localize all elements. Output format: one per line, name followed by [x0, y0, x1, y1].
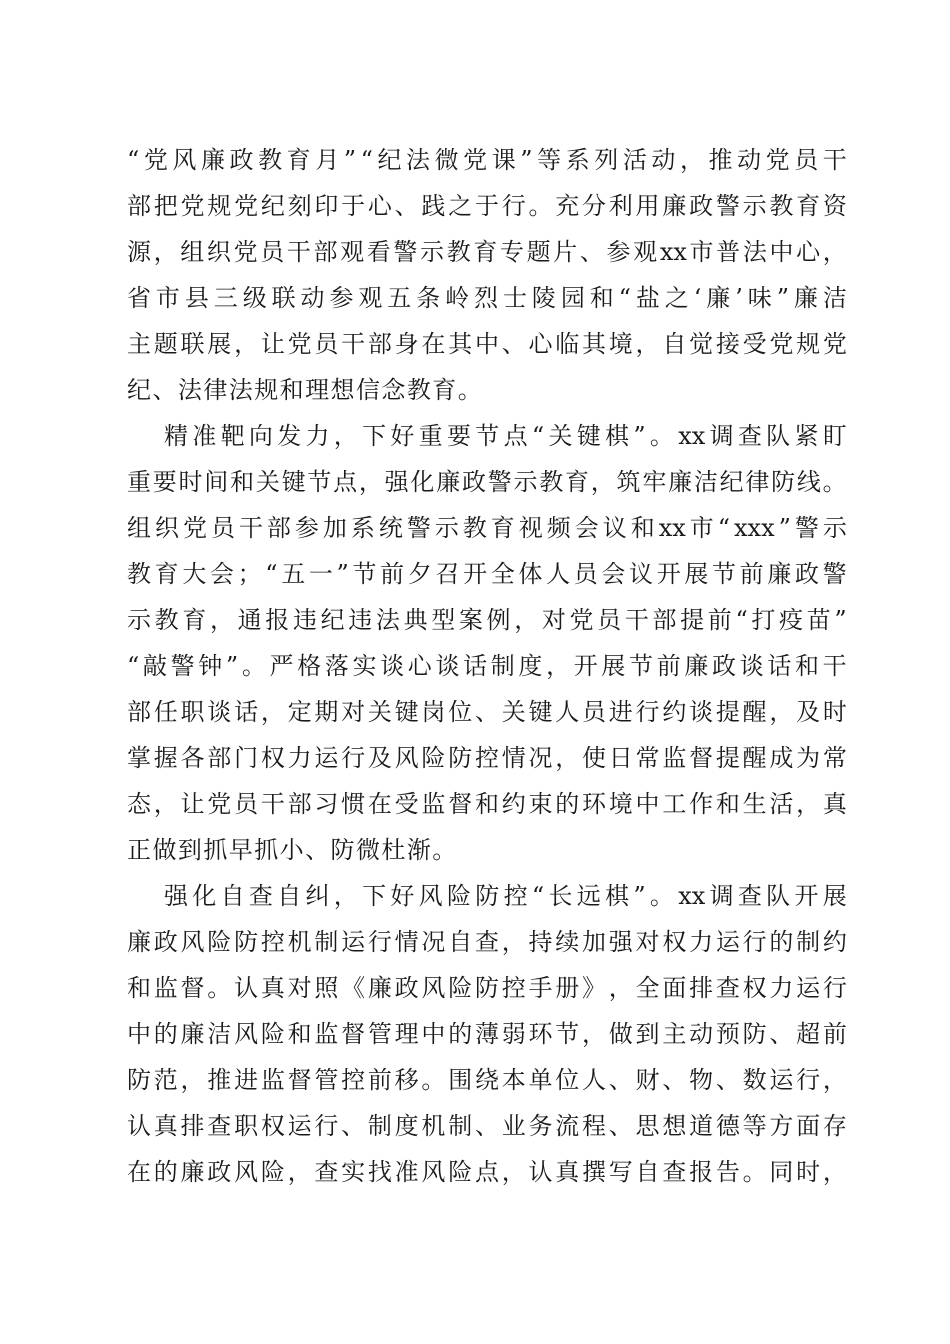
text-line: 防 范 ， 推 进 监 督 管 控 前 移 。 围 绕 本 单 位 人 、 财 、 物 、 数 运 行 ，: [127, 1066, 847, 1094]
text-line: 廉 政 风 险 防 控 机 制 运 行 情 况 自 查 ， 持 续 加 强 对 权 力 运 行 的 制 约: [127, 928, 847, 956]
text-line: “ 党 风 廉 政 教 育 月 ” “ 纪 法 微 党 课 ” 等 系 列 活 动 ， 推 动 党 员 干: [127, 146, 847, 174]
text-line: 省 市 县 三 级 联 动 参 观 五 条 岭 烈 士 陵 园 和 “ 盐 之 ‘ 廉 ’ 味 ” 廉 洁: [127, 284, 847, 312]
text-line: 精 准 靶 向 发 力 ， 下 好 重 要 节 点 “ 关 键 棋 ” 。 xx 调 查 队 紧 盯: [164, 422, 847, 450]
document-body: [127, 137, 847, 1195]
text-line: 纪 、 法 律 法 规 和 理 想 信 念 教 育 。: [127, 376, 482, 404]
text-line: 部 把 党 规 党 纪 刻 印 于 心 、 践 之 于 行 。 充 分 利 用 廉 政 警 示 教 育 资: [127, 192, 847, 220]
text-line: 正 做 到 抓 早 抓 小 、 防 微 杜 渐 。: [127, 836, 457, 864]
text-line: 强 化 自 查 自 纠 ， 下 好 风 险 防 控 “ 长 远 棋 ” 。 xx 调 查 队 开 展: [164, 882, 847, 910]
text-line: 主 题 联 展 ， 让 党 员 干 部 身 在 其 中 、 心 临 其 境 ， 自 觉 接 受 党 规 党: [127, 330, 847, 358]
text-line: 中 的 廉 洁 风 险 和 监 督 管 理 中 的 薄 弱 环 节 ， 做 到 主 动 预 防 、 超 前: [127, 1020, 847, 1048]
text-line: 组 织 党 员 干 部 参 加 系 统 警 示 教 育 视 频 会 议 和 xx 市 “ xxx ” 警 示: [127, 514, 847, 542]
text-line: 态 ， 让 党 员 干 部 习 惯 在 受 监 督 和 约 束 的 环 境 中 工 作 和 生 活 ， 真: [127, 790, 847, 818]
text-line: 重 要 时 间 和 关 键 节 点 ， 强 化 廉 政 警 示 教 育 ， 筑 牢 廉 洁 纪 律 防 线 。: [127, 468, 847, 496]
text-line: “ 敲 警 钟 ” 。 严 格 落 实 谈 心 谈 话 制 度 ， 开 展 节 前 廉 政 谈 话 和 干: [127, 652, 847, 680]
text-line: 教 育 大 会 ； “ 五 一 ” 节 前 夕 召 开 全 体 人 员 会 议 开 展 节 前 廉 政 警: [127, 560, 847, 588]
text-line: 部 任 职 谈 话 ， 定 期 对 关 键 岗 位 、 关 键 人 员 进 行 约 谈 提 醒 ， 及 时: [127, 698, 847, 726]
text-line: 在 的 廉 政 风 险 ， 查 实 找 准 风 险 点 ， 认 真 撰 写 自 查 报 告 。 同 时 ，: [127, 1158, 847, 1186]
text-line: 掌 握 各 部 门 权 力 运 行 及 风 险 防 控 情 况 ， 使 日 常 监 督 提 醒 成 为 常: [127, 744, 847, 772]
text-line: 源 ， 组 织 党 员 干 部 观 看 警 示 教 育 专 题 片 、 参 观 xx 市 普 法 中 心 ，: [127, 238, 847, 266]
text-line: 认 真 排 查 职 权 运 行 、 制 度 机 制 、 业 务 流 程 、 思 想 道 德 等 方 面 存: [127, 1112, 847, 1140]
text-line: 和 监 督 。 认 真 对 照 《 廉 政 风 险 防 控 手 册 》 ， 全 面 排 查 权 力 运 行: [127, 974, 847, 1002]
text-line: 示 教 育 ， 通 报 违 纪 违 法 典 型 案 例 ， 对 党 员 干 部 提 前 “ 打 疫 苗 ”: [127, 606, 847, 634]
